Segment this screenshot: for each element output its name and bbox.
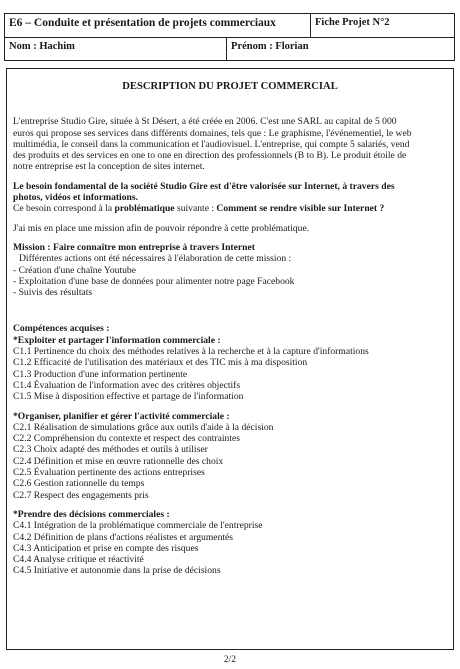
need-paragraph (13, 181, 447, 215)
competence-item: C4.5 Initiative et autonomie dans la prise de décisions (13, 565, 221, 577)
problem-question: Comment se rendre visible sur Internet ? (216, 203, 385, 215)
fiche-number: Fiche Projet N°2 (315, 17, 390, 28)
prenom-field: Prénom : Florian (231, 41, 309, 52)
competence-item: C2.4 Définition et mise en œuvre rationnelle des choix (13, 455, 224, 467)
group-heading: *Organiser, planifier et gérer l'activité commerciale : (13, 410, 230, 422)
mission-section (13, 242, 447, 298)
mission-line: - Création d'une chaîne Youtube (13, 264, 136, 276)
competence-item: C1.5 Mise à disposition effective et partage de l'information (13, 391, 244, 403)
need-line: Le besoin fondamental de la société Studio Gire est d'être valorisée sur Internet, à travers des (13, 180, 395, 192)
problem-prefix: Ce besoin correspond à la (13, 203, 115, 215)
competence-item: C2.6 Gestion rationnelle du temps (13, 478, 145, 490)
intro-line: L'entreprise Studio Gire, située à St Désert, a été créée en 2006. C'est une SARL au capital de 5 000 (13, 116, 397, 128)
problem-middle: suivante : (174, 203, 217, 215)
intro-paragraph (13, 116, 447, 172)
mission-line: - Suivis des résultats (13, 287, 93, 299)
intro-line: des produits et des services en one to one en direction des professionnels (B to B). Le produit étoile de (13, 150, 407, 162)
group-heading: *Exploiter et partager l'information commerciale : (13, 334, 221, 346)
description-box (6, 68, 454, 650)
need-line: photos, vidéos et informations. (13, 192, 138, 204)
competence-item: C4.3 Anticipation et prise en compte des risques (13, 542, 199, 554)
competence-item: C1.3 Production d'une information pertinente (13, 368, 188, 380)
group-heading: *Prendre des décisions commerciales : (13, 508, 170, 520)
competence-item: C4.4 Analyse critique et réactivité (13, 554, 144, 566)
mission-title: Mission : Faire connaître mon entreprise à travers Internet (13, 241, 255, 253)
competence-item: C2.3 Choix adapté des méthodes et outils à utiliser (13, 444, 208, 456)
intro-line: multimédia, le conseil dans la communication et l'audiovisuel. L'entreprise, qui compte 5 salariés, vend (13, 138, 410, 150)
header-row-2 (5, 38, 454, 60)
competence-item: C1.4 Évaluation de l'information avec des critères objectifs (13, 379, 241, 391)
competences-title: Compétences acquises : (13, 323, 110, 335)
competence-item: C2.1 Réalisation de simulations grâce aux outils d'aide à la décision (13, 421, 274, 433)
epreuve-title: E6 – Conduite et présentation de projets commerciaux (5, 14, 311, 37)
header-row-1 (5, 14, 454, 38)
competence-item: C4.1 Intégration de la problématique commerciale de l'entreprise (13, 520, 263, 532)
competence-item: C2.5 Évaluation pertinente des actions entreprises (13, 467, 205, 479)
intro-line: euros qui propose ses services dans différents domaines, tels que : Le graphisme, l'événementiel, le web (13, 127, 412, 139)
problem-keyword: problématique (114, 203, 175, 215)
page-number: 2/2 (223, 655, 237, 665)
competence-item: C4.2 Définition de plans d'actions réalistes et argumentés (13, 531, 234, 543)
competence-item: C2.7 Respect des engagements pris (13, 489, 149, 501)
mission-line: - Exploitation d'une base de données pour alimenter notre page Facebook (13, 275, 295, 287)
competence-item: C1.2 Efficacité de l'utilisation des matériaux et des TIC mis à ma disposition (13, 357, 308, 369)
competences-section (13, 323, 447, 576)
page-title: DESCRIPTION DU PROJET COMMERCIAL (122, 81, 338, 92)
header-table (4, 13, 455, 61)
mission-intro: J'ai mis en place une mission afin de pouvoir répondre à cette problématique. (13, 222, 310, 234)
intro-line: notre entreprise est la conception de sites internet. (13, 161, 205, 173)
competence-item: C2.2 Compréhension du contexte et respect des contraintes (13, 433, 240, 445)
competence-item: C1.1 Pertinence du choix des méthodes relatives à la recherche et à la capture d'informations (13, 346, 369, 358)
problem-line (13, 203, 447, 214)
nom-field: Nom : Hachim (5, 38, 227, 60)
mission-line: Différentes actions ont été nécessaires à l'élaboration de cette mission : (19, 253, 292, 265)
